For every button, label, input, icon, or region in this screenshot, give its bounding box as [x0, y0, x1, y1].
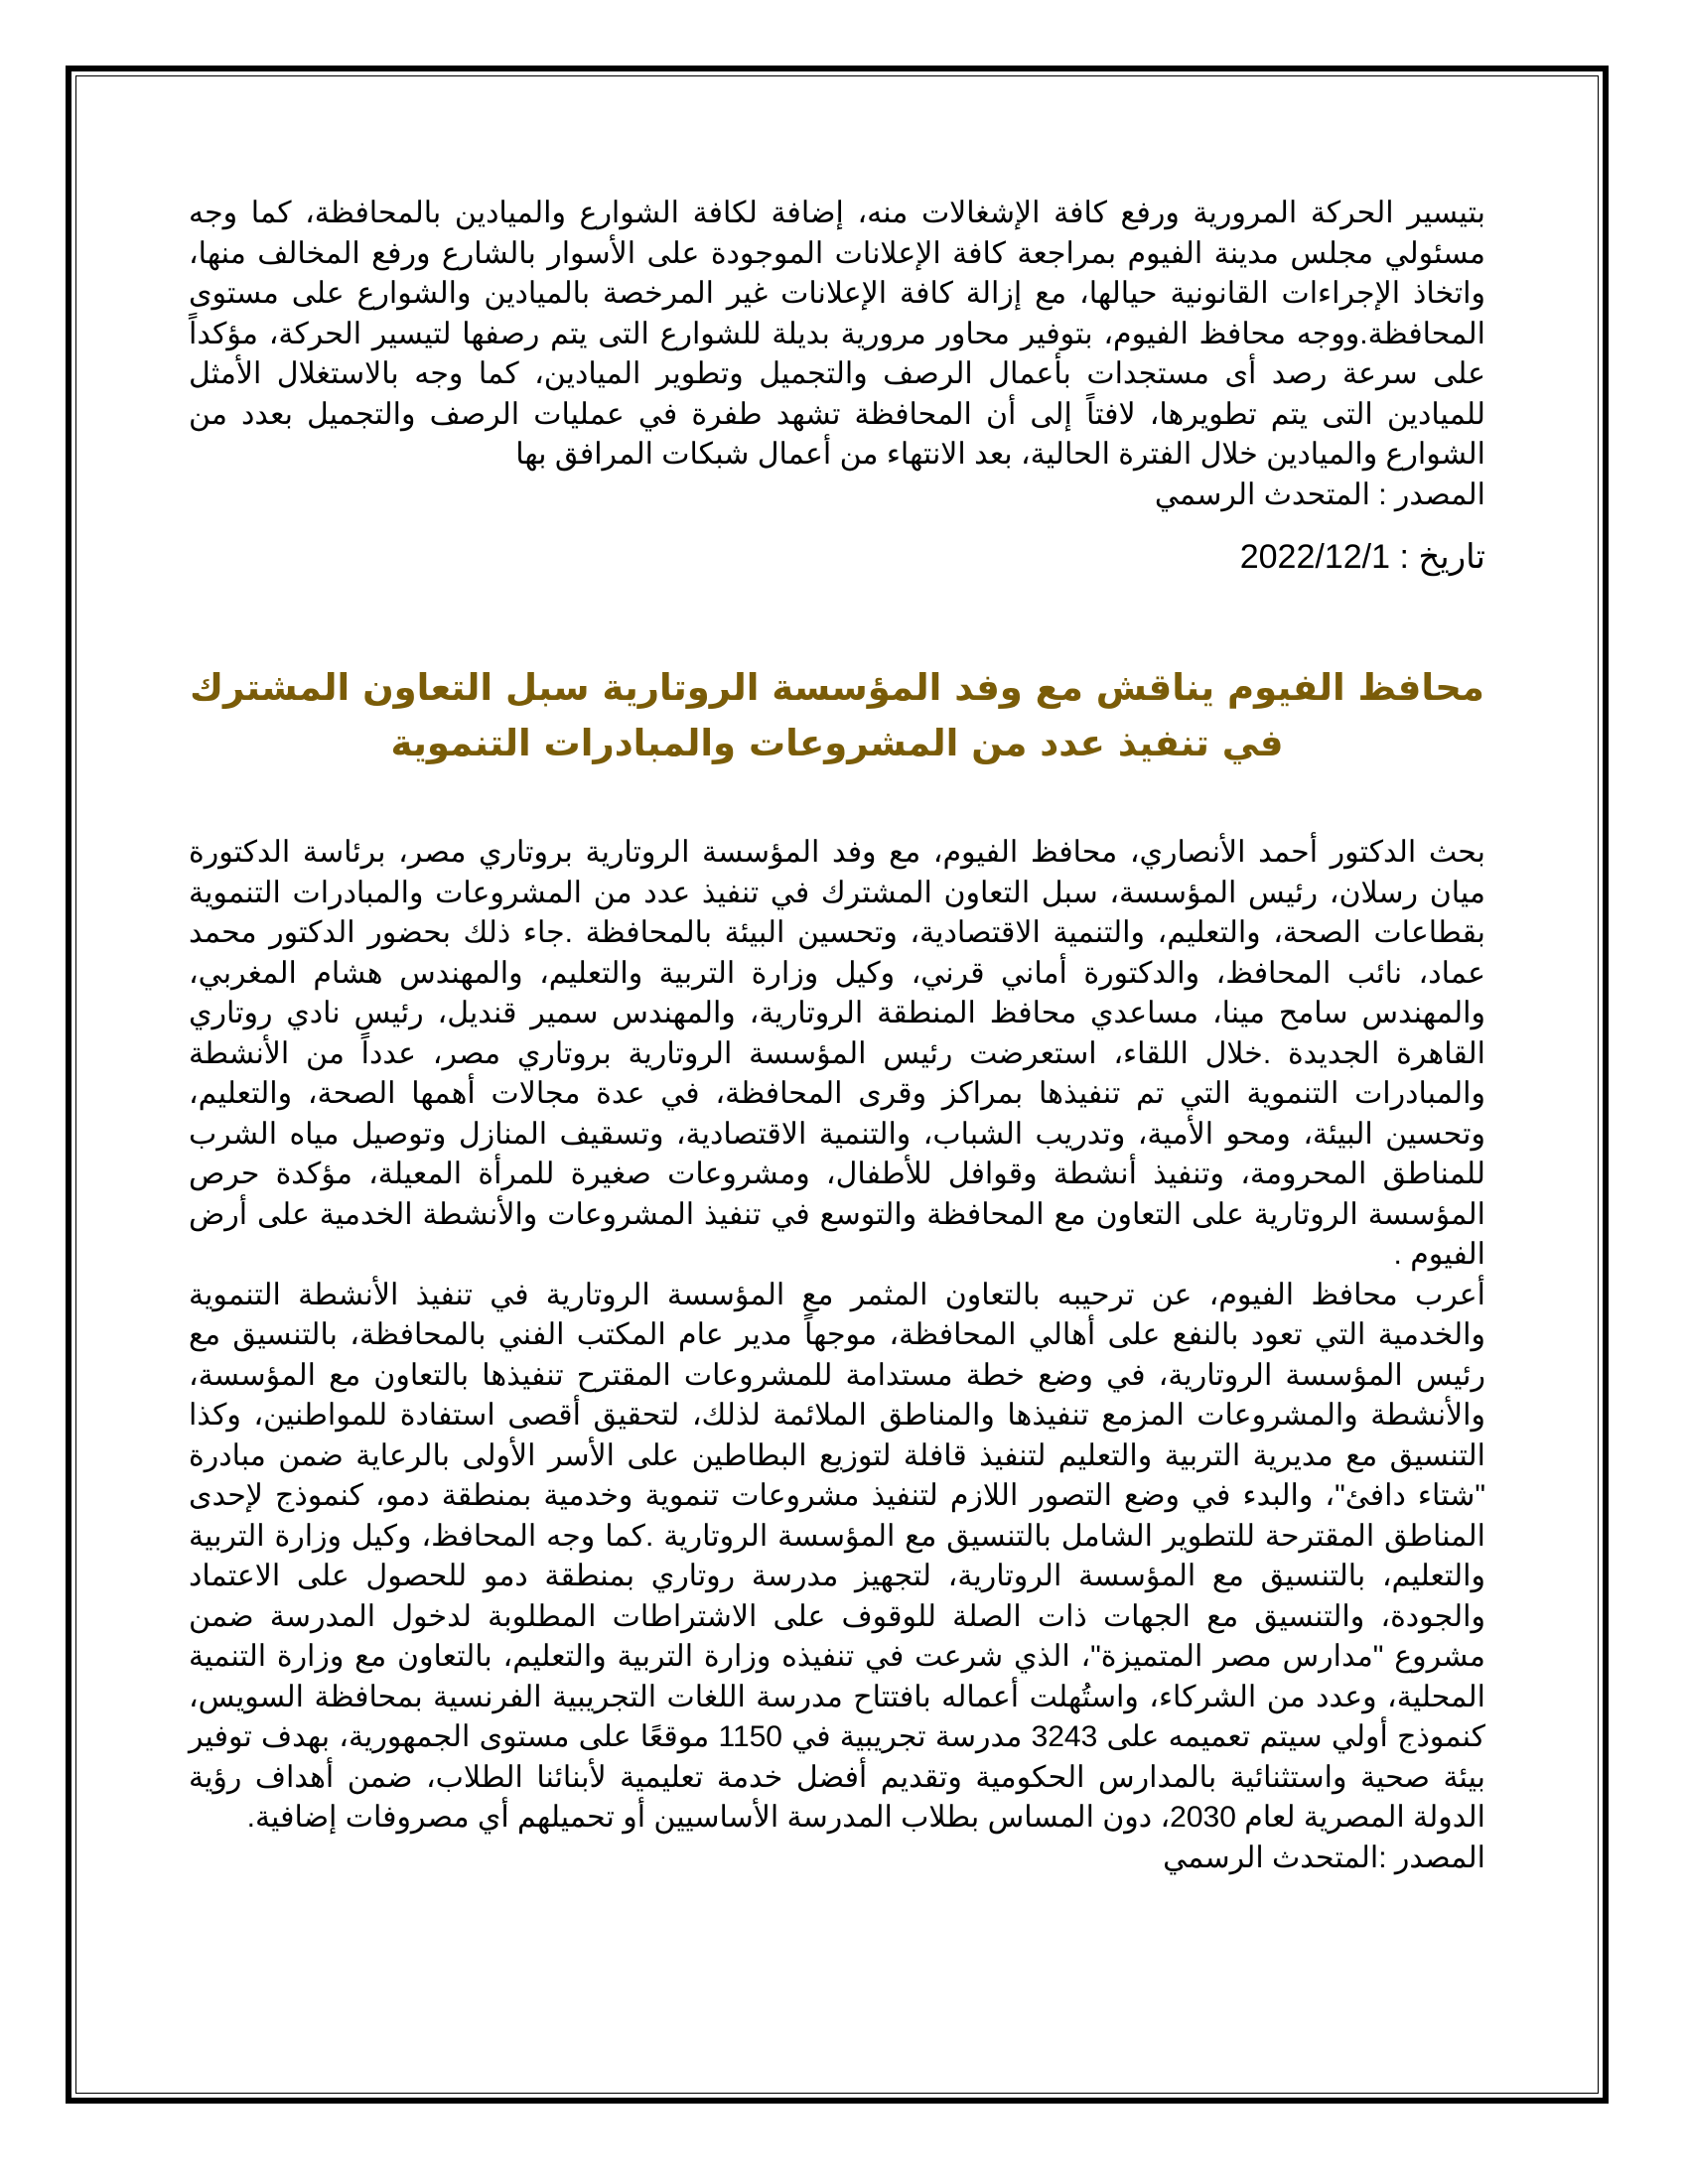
article1-paragraph: بتيسير الحركة المرورية ورفع كافة الإشغالات منه، إضافة لكافة الشوارع والميادين بالمحافظة، كما وجه مسئولي مجلس مدينة الفيوم بمراجعة كافة الإعلانات الموجودة على الأسوار بالشارع ورفع المخالف منها، واتخاذ الإجراءات القانونية حيالها، مع إزالة كافة الإعلانات غير المرخصة بالميادين والشوارع على مستوى المحافظة.ووجه محافظ الفيوم، بتوفير محاور مرورية بديلة للشوارع التى يتم رصفها لتيسير الحركة، مؤكداً على سرعة رصد أى مستجدات بأعمال الرصف والتجميل وتطوير الميادين، كما وجه بالاستغلال الأمثل للميادين التى يتم تطويرها، لافتاً إلى أن المحافظة تشهد طفرة في عمليات الرصف والتجميل بعدد من الشوارع والميادين خلال الفترة الحالية، بعد الانتهاء من أعمال شبكات المرافق بها [189, 197, 1485, 471]
article2-headline: محافظ الفيوم يناقش مع وفد المؤسسة الروتارية سبل التعاون المشترك في تنفيذ عدد من المشروعات والمبادرات التنموية [190, 666, 1484, 764]
article2-paragraph-1: بحث الدكتور أحمد الأنصاري، محافظ الفيوم، مع وفد المؤسسة الروتارية بروتاري مصر، برئاسة الدكتورة ميان رسلان، رئيس المؤسسة، سبل التعاون المشترك في تنفيذ عدد من المشروعات والمبادرات التنموية بقطاعات الصحة، والتعليم، والتنمية الاقتصادية، وتحسين البيئة بالمحافظة .جاء ذلك بحضور الدكتور محمد عماد، نائب المحافظ، والدكتورة أماني قرني، وكيل وزارة التربية والتعليم، والمهندس هشام المغربي، والمهندس سامح مينا، مساعدي محافظ المنطقة الروتارية، والمهندس سمير قنديل، رئيس نادي روتاري القاهرة الجديدة .خلال اللقاء، استعرضت رئيس المؤسسة الروتارية بروتاري مصر، عدداً من الأنشطة والمبادرات التنموية التي تم تنفيذها بمراكز وقرى المحافظة، في عدة مجالات أهمها الصحة، والتعليم، وتحسين البيئة، ومحو الأمية، وتدريب الشباب، والتنمية الاقتصادية، وتسقيف المنازل وتوصيل مياه الشرب للمناطق المحرومة، وتنفيذ أنشطة وقوافل للأطفال، ومشروعات صغيرة للمرأة المعيلة، مؤكدة حرص المؤسسة الروتارية على التعاون مع المحافظة والتوسع في تنفيذ المشروعات والأنشطة الخدمية على أرض الفيوم . [189, 836, 1486, 1271]
article2-paragraph-2: أعرب محافظ الفيوم، عن ترحيبه بالتعاون المثمر مع المؤسسة الروتارية في تنفيذ الأنشطة التنموية والخدمية التي تعود بالنفع على أهالي المحافظة، موجهاً مدير عام المكتب الفني بالمحافظة، بالتنسيق مع رئيس المؤسسة الروتارية، في وضع خطة مستدامة للمشروعات المقترح تنفيذها بالتعاون مع المؤسسة، والأنشطة والمشروعات المزمع تنفيذها والمناطق الملائمة لذلك، لتحقيق أقصى استفادة للمواطنين، وكذا التنسيق مع مديرية التربية والتعليم لتنفيذ قافلة لتوزيع البطاطين على الأسر الأولى بالرعاية ضمن مبادرة "شتاء دافئ"، والبدء في وضع التصور اللازم لتنفيذ مشروعات تنموية وخدمية بمنطقة دمو، كنموذج لإحدى المناطق المقترحة للتطوير الشامل بالتنسيق مع المؤسسة الروتارية .كما وجه المحافظ، وكيل وزارة التربية والتعليم، بالتنسيق مع المؤسسة الروتارية، لتجهيز مدرسة روتاري بمنطقة دمو للحصول على الاعتماد والجودة، والتنسيق مع الجهات ذات الصلة للوقوف على الاشتراطات المطلوبة لدخول المدرسة ضمن مشروع "مدارس مصر المتميزة"، الذي شرعت في تنفيذه وزارة التربية والتعليم، بالتعاون مع وزارة التنمية المحلية، وعدد من الشركاء، واستُهلت أعماله بافتتاح مدرسة اللغات التجريبية الفرنسية بمحافظة السويس، كنموذج أولي سيتم تعميمه على 3243 مدرسة تجريبية في 1150 موقعًا على مستوى الجمهورية، بهدف توفير بيئة صحية واستثنائية بالمدارس الحكومية وتقديم أفضل خدمة تعليمية لأبنائنا الطلاب، ضمن أهداف رؤية الدولة المصرية لعام 2030، دون المساس بطلاب المدرسة الأساسيين أو تحميلهم أي مصروفات إضافية. [189, 1278, 1485, 1834]
article1-source: المصدر : المتحدث الرسمي [1154, 478, 1485, 511]
article2-date: تاريخ : 2022/12/1 [1239, 538, 1485, 576]
article2-body [189, 833, 1485, 1878]
document-body [189, 194, 1485, 1878]
article2-source: المصدر :المتحدث الرسمي [1163, 1841, 1485, 1874]
